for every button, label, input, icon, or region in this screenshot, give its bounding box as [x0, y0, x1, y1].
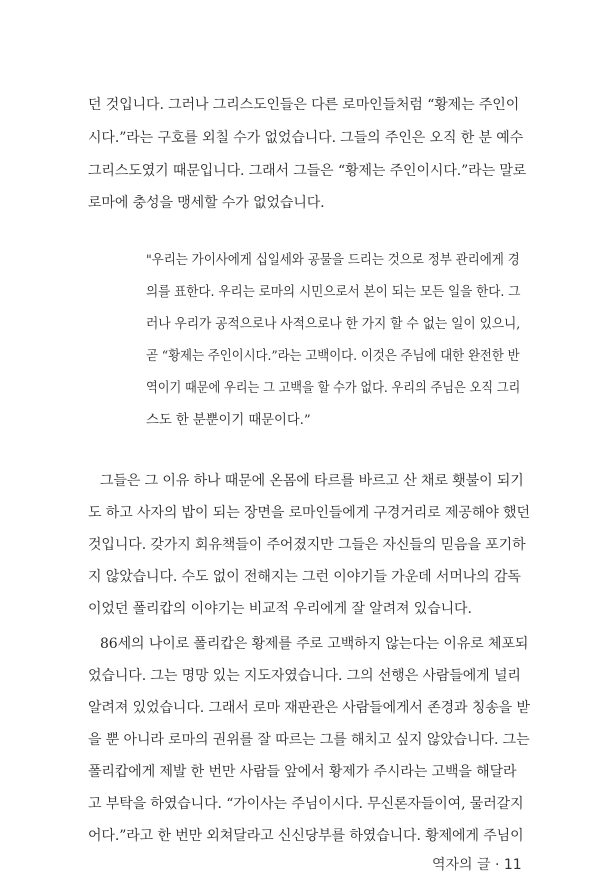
quote-line: 러나 우리가 공적으로나 사적으로나 한 가지 할 수 없는 일이 있으니, [146, 317, 521, 332]
text-line: 이었던 폴리캅의 이야기는 비교적 우리에게 잘 알려져 있습니다. [88, 601, 472, 617]
text-line: 을 뿐 아니라 로마의 권위를 잘 따르는 그를 해치고 싶지 않았습니다. 그는 [88, 732, 530, 748]
text-line: 폴리캅에게 제발 한 번만 사람들 앞에서 황제가 주시라는 고백을 해달라 [88, 764, 517, 780]
quote-line: "우리는 가이사에게 십일세와 공물을 드리는 것으로 정부 관리에게 경 [146, 253, 520, 268]
text-line: 로마에 충성을 맹세할 수가 없었습니다. [88, 195, 325, 211]
text-line: 고 부탁을 하였습니다. “가이사는 주님이시다. 무신론자들이여, 물러갈지 [88, 796, 524, 812]
text-line: 알려져 있었습니다. 그래서 로마 재판관은 사람들에게서 존경과 칭송을 받 [88, 700, 530, 716]
text-line: 어다.”라고 한 번만 외쳐달라고 신신당부를 하였습니다. 황제에게 주님이 [88, 828, 524, 844]
text-line: 던 것입니다. 그러나 그리스도인들은 다른 로마인들처럼 “황제는 주인이 [88, 97, 520, 113]
text-line: 지 않았습니다. 수도 없이 전해지는 그런 이야기들 가운데 서머나의 감독 [88, 569, 521, 585]
quote-line: 곧 “황제는 주인이시다.”라는 고백이다. 이것은 주님에 대한 완전한 반 [146, 349, 520, 364]
text-line: 도 하고 사자의 밥이 되는 장면을 로마인들에게 구경거리로 제공해야 했던 [88, 505, 530, 521]
text-line: 그리스도였기 때문입니다. 그래서 그들은 “황제는 주인이시다.”라는 말로 [88, 163, 527, 179]
page-footer: 역자의 글 · 11 [432, 857, 522, 873]
quote-line: 스도 한 분뿐이기 때문이다.” [146, 413, 311, 428]
text-line: 86세의 나이로 폴리캅은 황제를 주로 고백하지 않는다는 이유로 체포되 [100, 636, 529, 652]
text-line: 것입니다. 갖가지 회유책들이 주어졌지만 그들은 자신들의 믿음을 포기하 [88, 537, 526, 553]
quote-line: 의를 표한다. 우리는 로마의 시민으로서 본이 되는 모든 일을 한다. 그 [146, 285, 521, 300]
quote-line: 역이기 때문에 우리는 그 고백을 할 수가 없다. 우리의 주님은 오직 그리 [146, 381, 521, 396]
text-line: 시다.”라는 구호를 외칠 수가 없었습니다. 그들의 주인은 오직 한 분 예수 [88, 130, 524, 146]
text-line: 그들은 그 이유 하나 때문에 온몸에 타르를 바르고 산 채로 횃불이 되기 [100, 473, 524, 489]
text-line: 었습니다. 그는 명망 있는 지도자였습니다. 그의 선행은 사람들에게 널리 [88, 668, 521, 684]
